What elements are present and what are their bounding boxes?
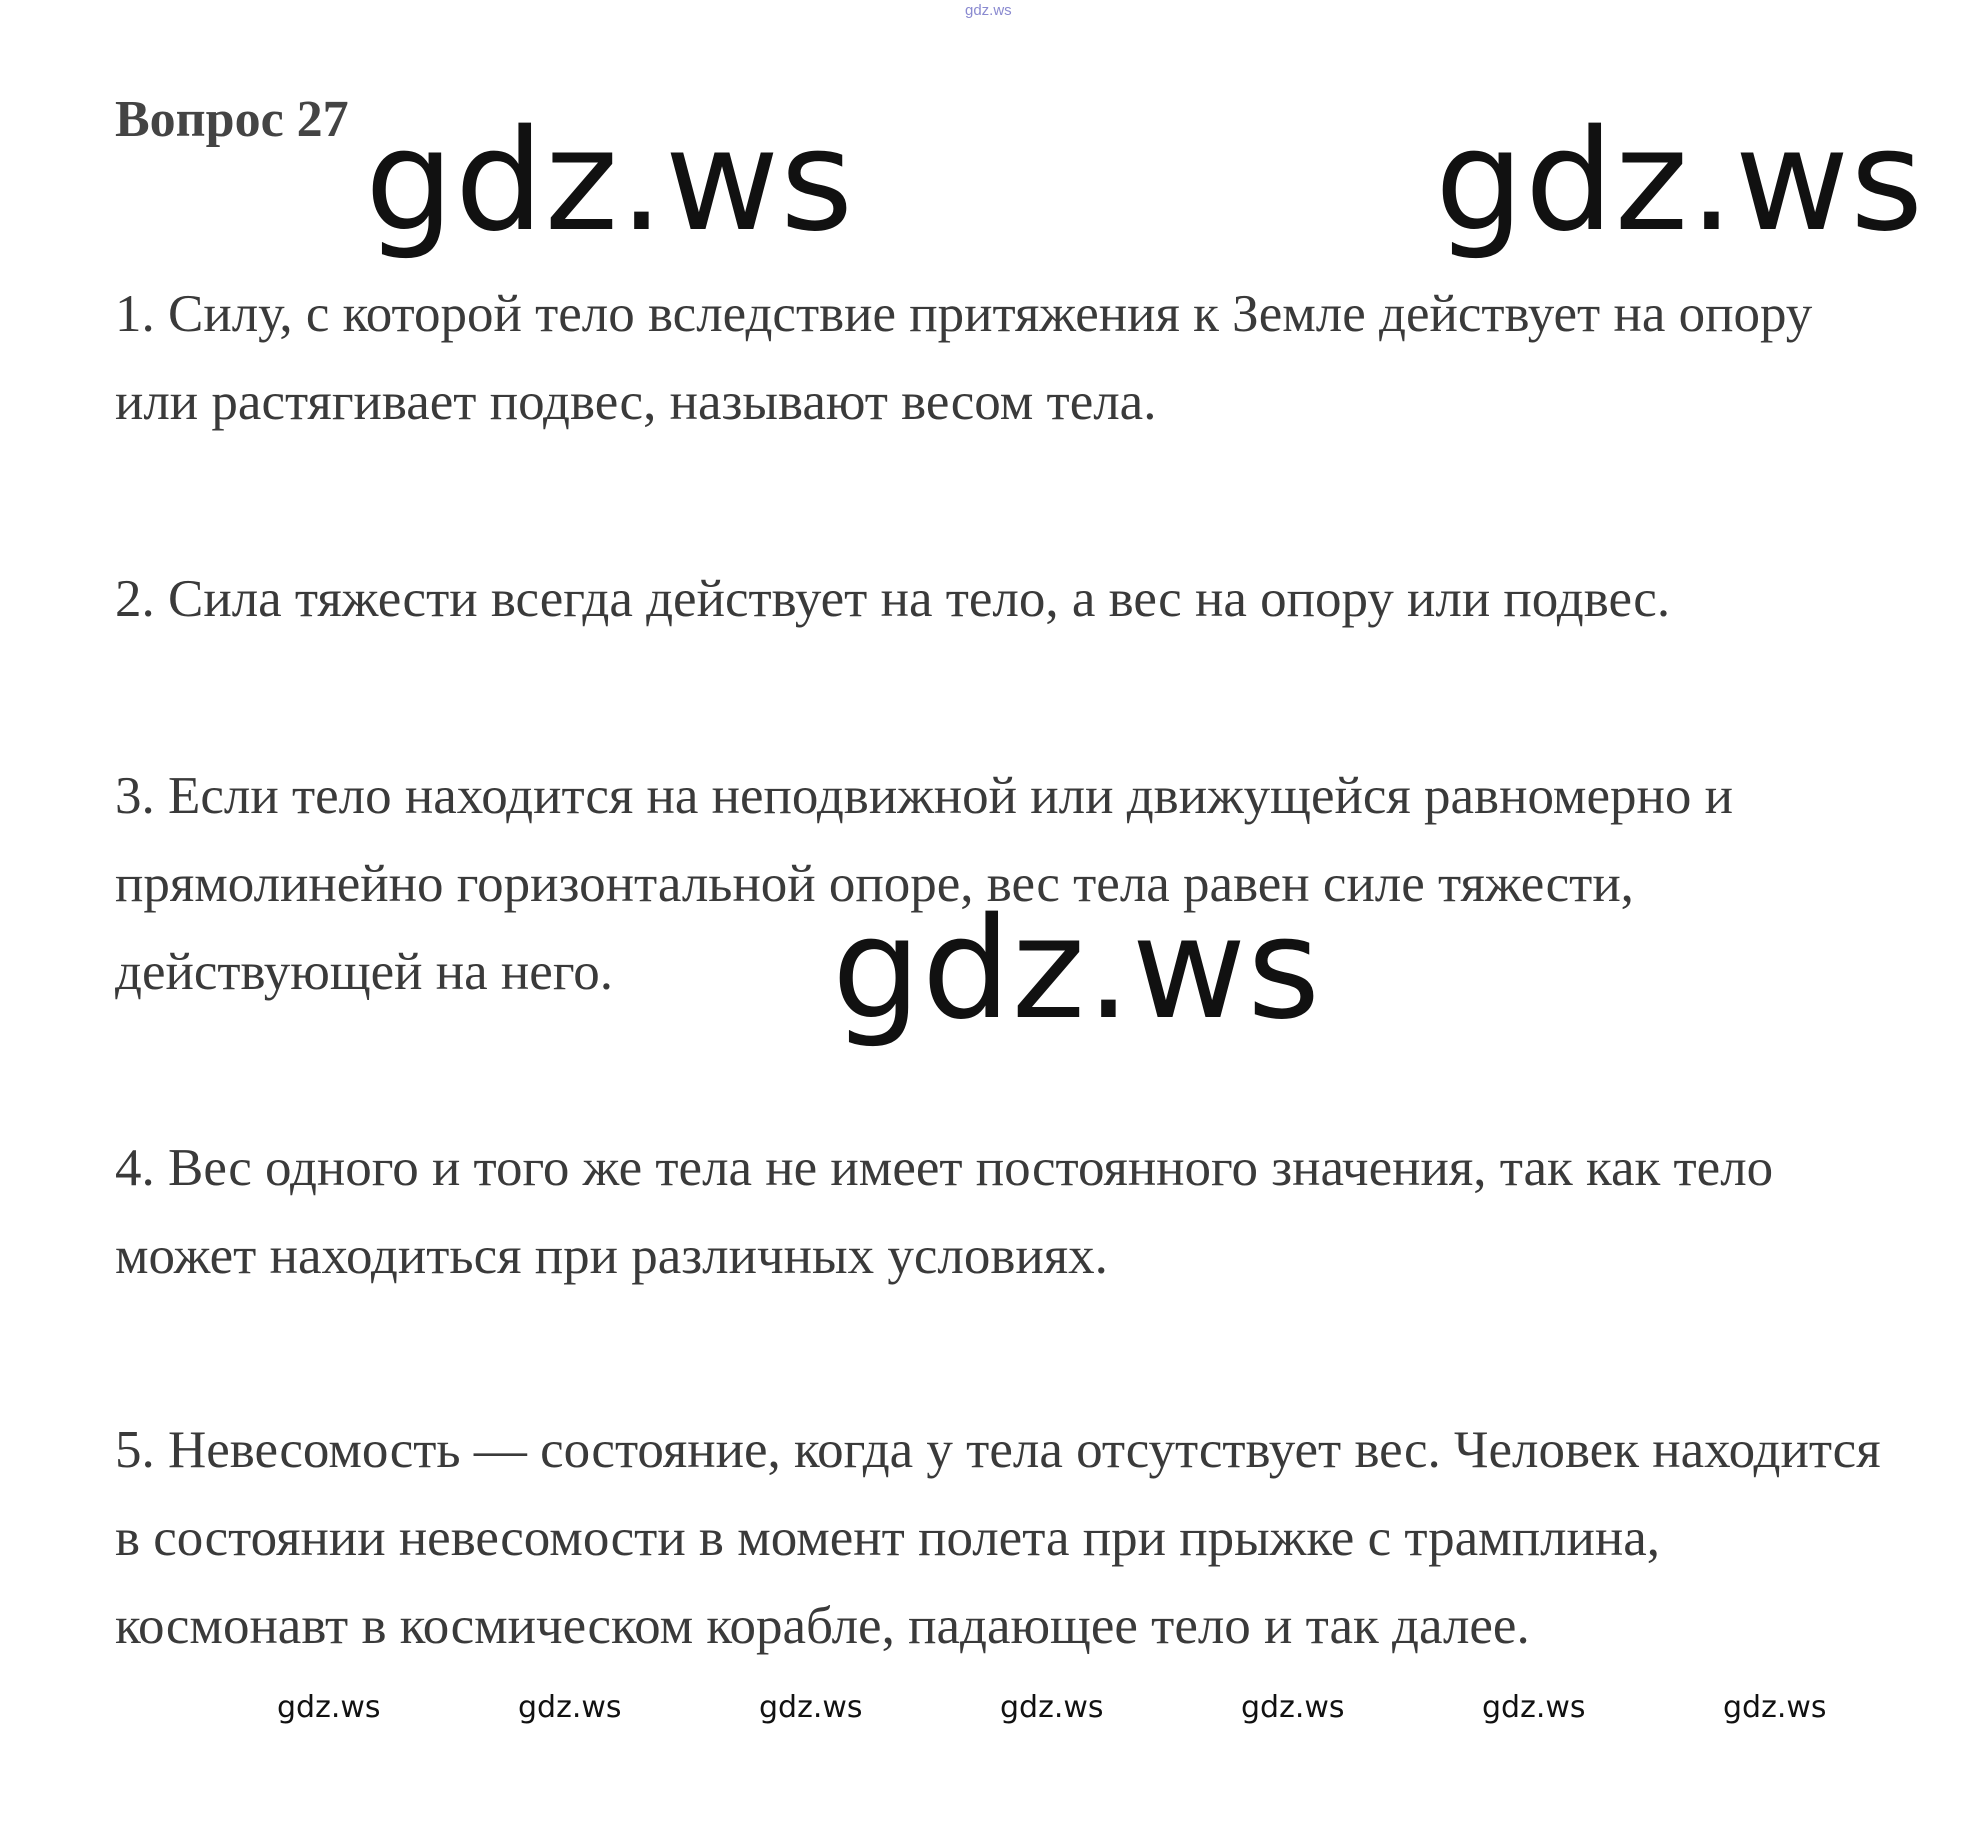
watermark-small: gdz.ws <box>277 1690 381 1725</box>
answer-paragraph-5: 5. Невесомость — состояние, когда у тела отсутствует вес. Человек находится в состоянии невесомости в момент полета при прыжке с трамплина, космонавт в космическом корабле, падающее тело и так далее. <box>115 1421 1881 1655</box>
watermark-small: gdz.ws <box>759 1690 863 1725</box>
watermark-small: gdz.ws <box>518 1690 622 1725</box>
watermark-small: gdz.ws <box>1723 1690 1827 1725</box>
watermark-large: gdz.ws <box>1435 100 1925 263</box>
watermark-small: gdz.ws <box>1241 1690 1345 1725</box>
watermark-large: gdz.ws <box>365 100 855 263</box>
header-watermark: gdz.ws <box>965 2 1012 19</box>
watermark-row <box>0 1690 1979 1730</box>
answer-paragraph-2: 2. Сила тяжести всегда действует на тело, а вес на опору или подвес. <box>115 570 1671 628</box>
watermark-large: gdz.ws <box>832 888 1322 1051</box>
answer-paragraph-3: 3. Если тело находится на неподвижной или движущейся равномерно и прямолинейно горизонтальной опоре, вес тела равен силе тяжести, действующей на него. <box>115 767 1733 1001</box>
answer-paragraph-1: 1. Силу, с которой тело вследствие притяжения к Земле действует на опору или растягивает подвес, называют весом тела. <box>115 285 1813 431</box>
watermark-small: gdz.ws <box>1482 1690 1586 1725</box>
watermark-small: gdz.ws <box>1000 1690 1104 1725</box>
answer-paragraph-4: 4. Вес одного и того же тела не имеет постоянного значения, так как тело может находиться при различных условиях. <box>115 1139 1774 1285</box>
question-heading: Вопрос 27 <box>115 91 349 148</box>
